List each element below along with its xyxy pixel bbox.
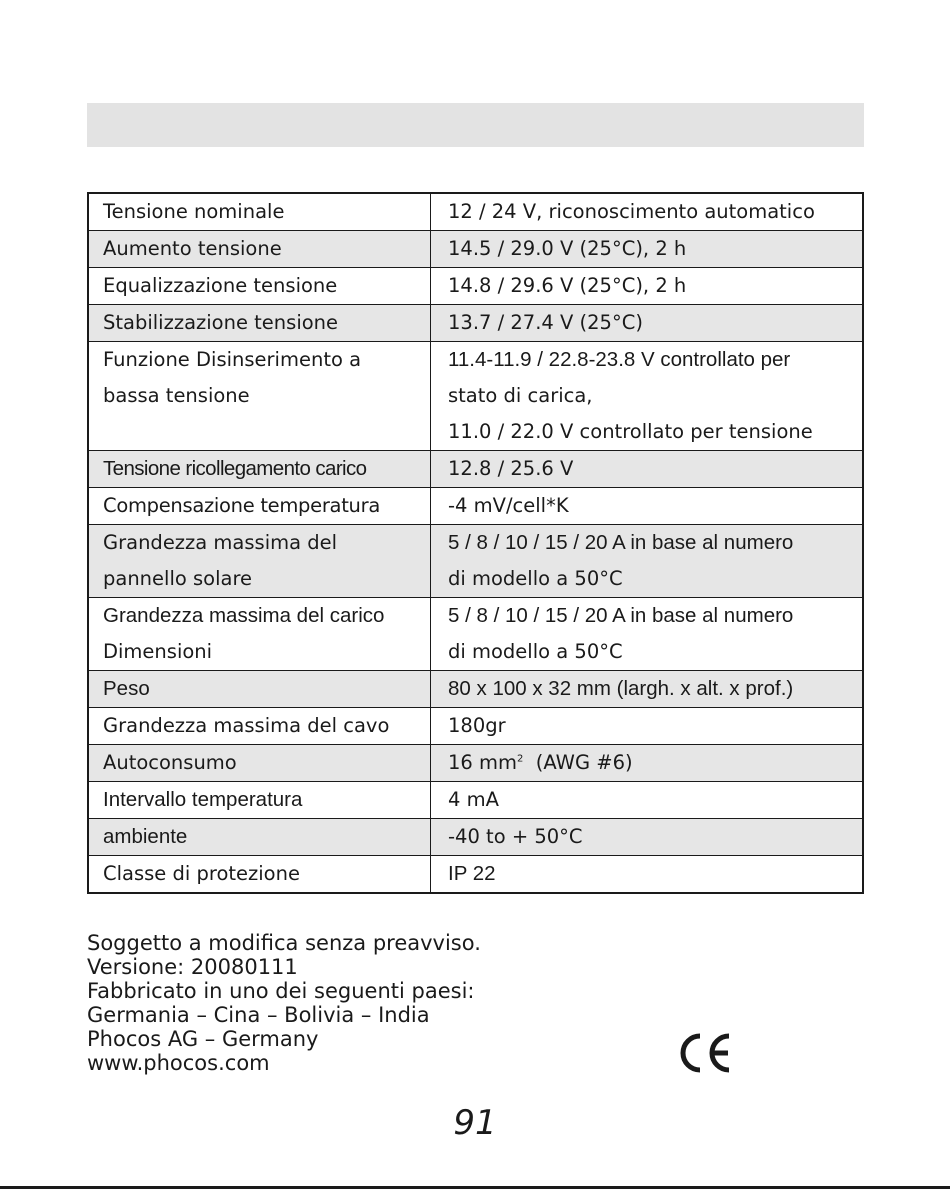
table-row <box>89 451 862 488</box>
spec-value: 4 mA <box>448 788 499 811</box>
spec-label: Grandezza massima del cavo <box>89 708 431 744</box>
table-row <box>89 231 862 268</box>
table-row <box>89 268 862 305</box>
table-row <box>89 856 862 892</box>
spec-value: 180gr <box>448 714 506 737</box>
spec-value: IP 22 <box>448 862 496 885</box>
footer-line: Versione: 20080111 <box>87 955 298 979</box>
footer-line: Fabbricato in uno dei seguenti paesi: <box>87 979 475 1003</box>
spec-value: 14.5 / 29.0 V (25°C), 2 h <box>448 237 687 260</box>
spec-label: Equalizzazione tensione <box>89 268 431 304</box>
table-row <box>89 671 862 708</box>
spec-label: Classe di protezione <box>89 856 431 892</box>
spec-value <box>431 745 862 781</box>
spec-label: Autoconsumo <box>89 745 431 781</box>
spec-value: 80 x 100 x 32 mm (largh. x alt. x prof.) <box>448 677 794 700</box>
spec-value: 5 / 8 / 10 / 15 / 20 A in base al numero di modello a 50°C <box>448 531 794 590</box>
cable-awg: (AWG #6) <box>535 751 633 774</box>
spec-value: 5 / 8 / 10 / 15 / 20 A in base al numero di modello a 50°C <box>448 604 794 663</box>
spec-label: Stabilizzazione tensione <box>89 305 431 341</box>
table-row <box>89 342 862 451</box>
spec-value: 11.4-11.9 / 22.8-23.8 V controllato per stato di carica, 11.0 / 22.0 V controllato per tensione <box>448 348 813 443</box>
ce-mark-icon <box>676 1030 732 1076</box>
spec-value: -4 mV/cell*K <box>448 494 569 517</box>
table-row <box>89 745 862 782</box>
spec-label: Grandezza massima del pannello solare <box>89 525 431 597</box>
spec-label: Aumento tensione <box>89 231 431 267</box>
table-row <box>89 194 862 231</box>
footer-line: Phocos AG – Germany <box>87 1027 319 1051</box>
spec-value: 12.8 / 25.6 V <box>448 457 574 480</box>
page-number: 91 <box>453 1103 497 1143</box>
table-row <box>89 782 862 819</box>
spec-label: Tensione ricollegamento carico <box>89 451 431 487</box>
footer-notes <box>87 931 481 1075</box>
spec-value: -40 to + 50°C <box>448 825 583 848</box>
spec-label: Tensione nominale <box>89 194 431 230</box>
cable-size-superscript: 2 <box>517 753 524 765</box>
cable-size-value: 16 mm <box>448 751 518 774</box>
table-row <box>89 819 862 856</box>
table-row <box>89 488 862 525</box>
table-row <box>89 708 862 745</box>
footer-line: www.phocos.com <box>87 1051 270 1075</box>
spec-label: Compensazione temperatura <box>89 488 431 524</box>
spec-value: 14.8 / 29.6 V (25°C), 2 h <box>448 274 687 297</box>
footer-line: Soggetto a modifica senza preavviso. <box>87 931 481 955</box>
table-row <box>89 305 862 342</box>
spec-value: 13.7 / 27.4 V (25°C) <box>448 311 643 334</box>
table-row <box>89 525 862 598</box>
footer-line: Germania – Cina – Bolivia – India <box>87 1003 430 1027</box>
spec-label: ambiente <box>89 819 431 855</box>
spec-value: 12 / 24 V, riconoscimento automatico <box>448 200 815 223</box>
spec-label: Funzione Disinserimento a bassa tensione <box>89 342 431 450</box>
spec-label: Intervallo temperatura <box>89 782 431 818</box>
spec-label: Peso <box>89 671 431 707</box>
header-band <box>87 103 864 147</box>
spec-label: Grandezza massima del carico Dimensioni <box>89 598 431 670</box>
spec-table <box>87 192 864 894</box>
table-row <box>89 598 862 671</box>
